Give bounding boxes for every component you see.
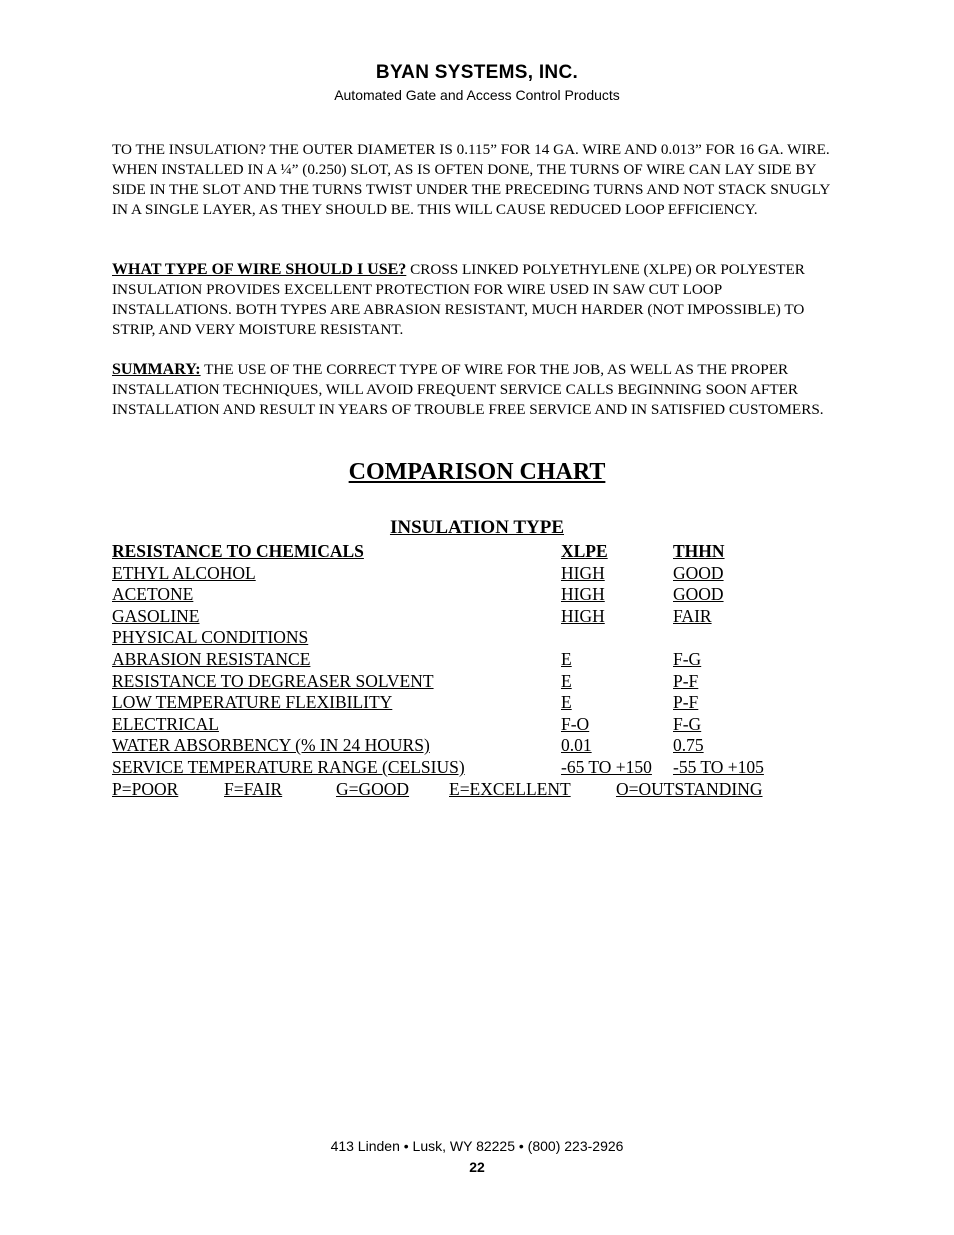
paragraph-text: TO THE INSULATION? THE OUTER DIAMETER IS 0.115” FOR 14 GA. WIRE AND 0.013” FOR 16 GA. WIRE. WHEN INSTALLED IN A ¼” (0.250) SLOT, AS IS OFTEN DONE, THE TURNS OF WIRE CAN LAY SIDE BY SIDE IN THE SLOT AND THE TURNS TWIST UNDER THE PRECEDING TURNS AND NOT STACK SNUGLY IN A SINGLE LAYER, AS THEY SHOULD BE. THIS WILL CAUSE REDUCED LOOP EFFICIENCY. bbox=[112, 141, 830, 218]
legend-item: G=GOOD bbox=[336, 778, 410, 799]
row-thhn: GOOD bbox=[673, 584, 724, 605]
table-row bbox=[112, 584, 812, 606]
row-xlpe: F-O bbox=[561, 713, 590, 734]
paragraph-insulation-diameter bbox=[112, 140, 842, 220]
table-header-row bbox=[112, 541, 812, 563]
row-property: SERVICE TEMPERATURE RANGE (CELSIUS) bbox=[112, 756, 465, 777]
rating-legend bbox=[112, 779, 812, 801]
row-thhn: P-F bbox=[673, 692, 699, 713]
row-xlpe: -65 TO +150 bbox=[561, 756, 652, 777]
header-property: RESISTANCE TO CHEMICALS bbox=[112, 541, 364, 561]
row-property: ACETONE bbox=[112, 584, 194, 605]
row-xlpe: E bbox=[561, 670, 572, 691]
row-thhn: GOOD bbox=[673, 562, 724, 583]
paragraph-heading: SUMMARY: bbox=[112, 361, 201, 378]
table-row bbox=[112, 563, 812, 585]
paragraph-text: THE USE OF THE CORRECT TYPE OF WIRE FOR THE JOB, AS WELL AS THE PROPER INSTALLATION TECHNIQUES, WILL AVOID FREQUENT SERVICE CALLS BEGINNING SOON AFTER INSTALLATION AND RESULT IN YEARS OF TROUBLE FREE SERVICE AND IN SATISFIED CUSTOMERS. bbox=[112, 361, 824, 418]
legend-item: F=FAIR bbox=[224, 778, 283, 799]
paragraph-heading: WHAT TYPE OF WIRE SHOULD I USE? bbox=[112, 261, 407, 278]
footer-address: 413 Linden • Lusk, WY 82225 • (800) 223-2926 bbox=[330, 1138, 624, 1154]
paragraph-text: CROSS LINKED POLYETHYLENE (XLPE) OR POLYESTER INSULATION PROVIDES EXCELLENT PROTECTION FOR WIRE USED IN SAW CUT LOOP INSTALLATIONS. BOTH TYPES ARE ABRASION RESISTANT, MUCH HARDER (NOT IMPOSSIBLE) TO STRIP, AND VERY MOISTURE RESISTANT. bbox=[112, 261, 805, 338]
chart-title: COMPARISON CHART bbox=[348, 459, 606, 485]
row-property: WATER ABSORBENCY (% IN 24 HOURS) bbox=[112, 735, 430, 756]
row-property: PHYSICAL CONDITIONS bbox=[112, 627, 309, 648]
header-thhn: THHN bbox=[673, 541, 725, 561]
company-name: BYAN SYSTEMS, INC. bbox=[375, 62, 579, 83]
row-xlpe: E bbox=[561, 648, 572, 669]
row-property: GASOLINE bbox=[112, 605, 200, 626]
legend-item: E=EXCELLENT bbox=[449, 778, 571, 799]
row-xlpe: HIGH bbox=[561, 562, 605, 583]
company-tagline: Automated Gate and Access Control Products bbox=[334, 87, 620, 103]
table-row bbox=[112, 649, 812, 671]
row-xlpe: HIGH bbox=[561, 584, 605, 605]
paragraph-wire-type bbox=[112, 260, 842, 340]
table-row bbox=[112, 757, 812, 779]
row-property: RESISTANCE TO DEGREASER SOLVENT bbox=[112, 670, 434, 691]
row-xlpe: HIGH bbox=[561, 605, 605, 626]
legend-item: P=POOR bbox=[112, 778, 179, 799]
row-xlpe: E bbox=[561, 692, 572, 713]
legend-item: O=OUTSTANDING bbox=[616, 778, 763, 799]
row-thhn: F-G bbox=[673, 713, 702, 734]
row-property: ELECTRICAL bbox=[112, 713, 219, 734]
row-thhn: F-G bbox=[673, 648, 702, 669]
page-number: 22 bbox=[469, 1159, 485, 1175]
row-thhn: -55 TO +105 bbox=[673, 756, 764, 777]
row-xlpe: 0.01 bbox=[561, 735, 592, 756]
row-property: ETHYL ALCOHOL bbox=[112, 562, 256, 583]
paragraph-summary bbox=[112, 360, 842, 420]
chart-subtitle: INSULATION TYPE bbox=[389, 517, 565, 538]
row-property: LOW TEMPERATURE FLEXIBILITY bbox=[112, 692, 393, 713]
header-xlpe: XLPE bbox=[561, 541, 608, 561]
comparison-table bbox=[112, 541, 812, 800]
row-thhn: P-F bbox=[673, 670, 699, 691]
table-row bbox=[112, 735, 812, 757]
table-row bbox=[112, 606, 812, 628]
table-row bbox=[112, 714, 812, 736]
table-row bbox=[112, 671, 812, 693]
table-row bbox=[112, 692, 812, 714]
row-property: ABRASION RESISTANCE bbox=[112, 648, 311, 669]
row-thhn: 0.75 bbox=[673, 735, 704, 756]
row-thhn: FAIR bbox=[673, 605, 712, 626]
table-row bbox=[112, 627, 812, 649]
